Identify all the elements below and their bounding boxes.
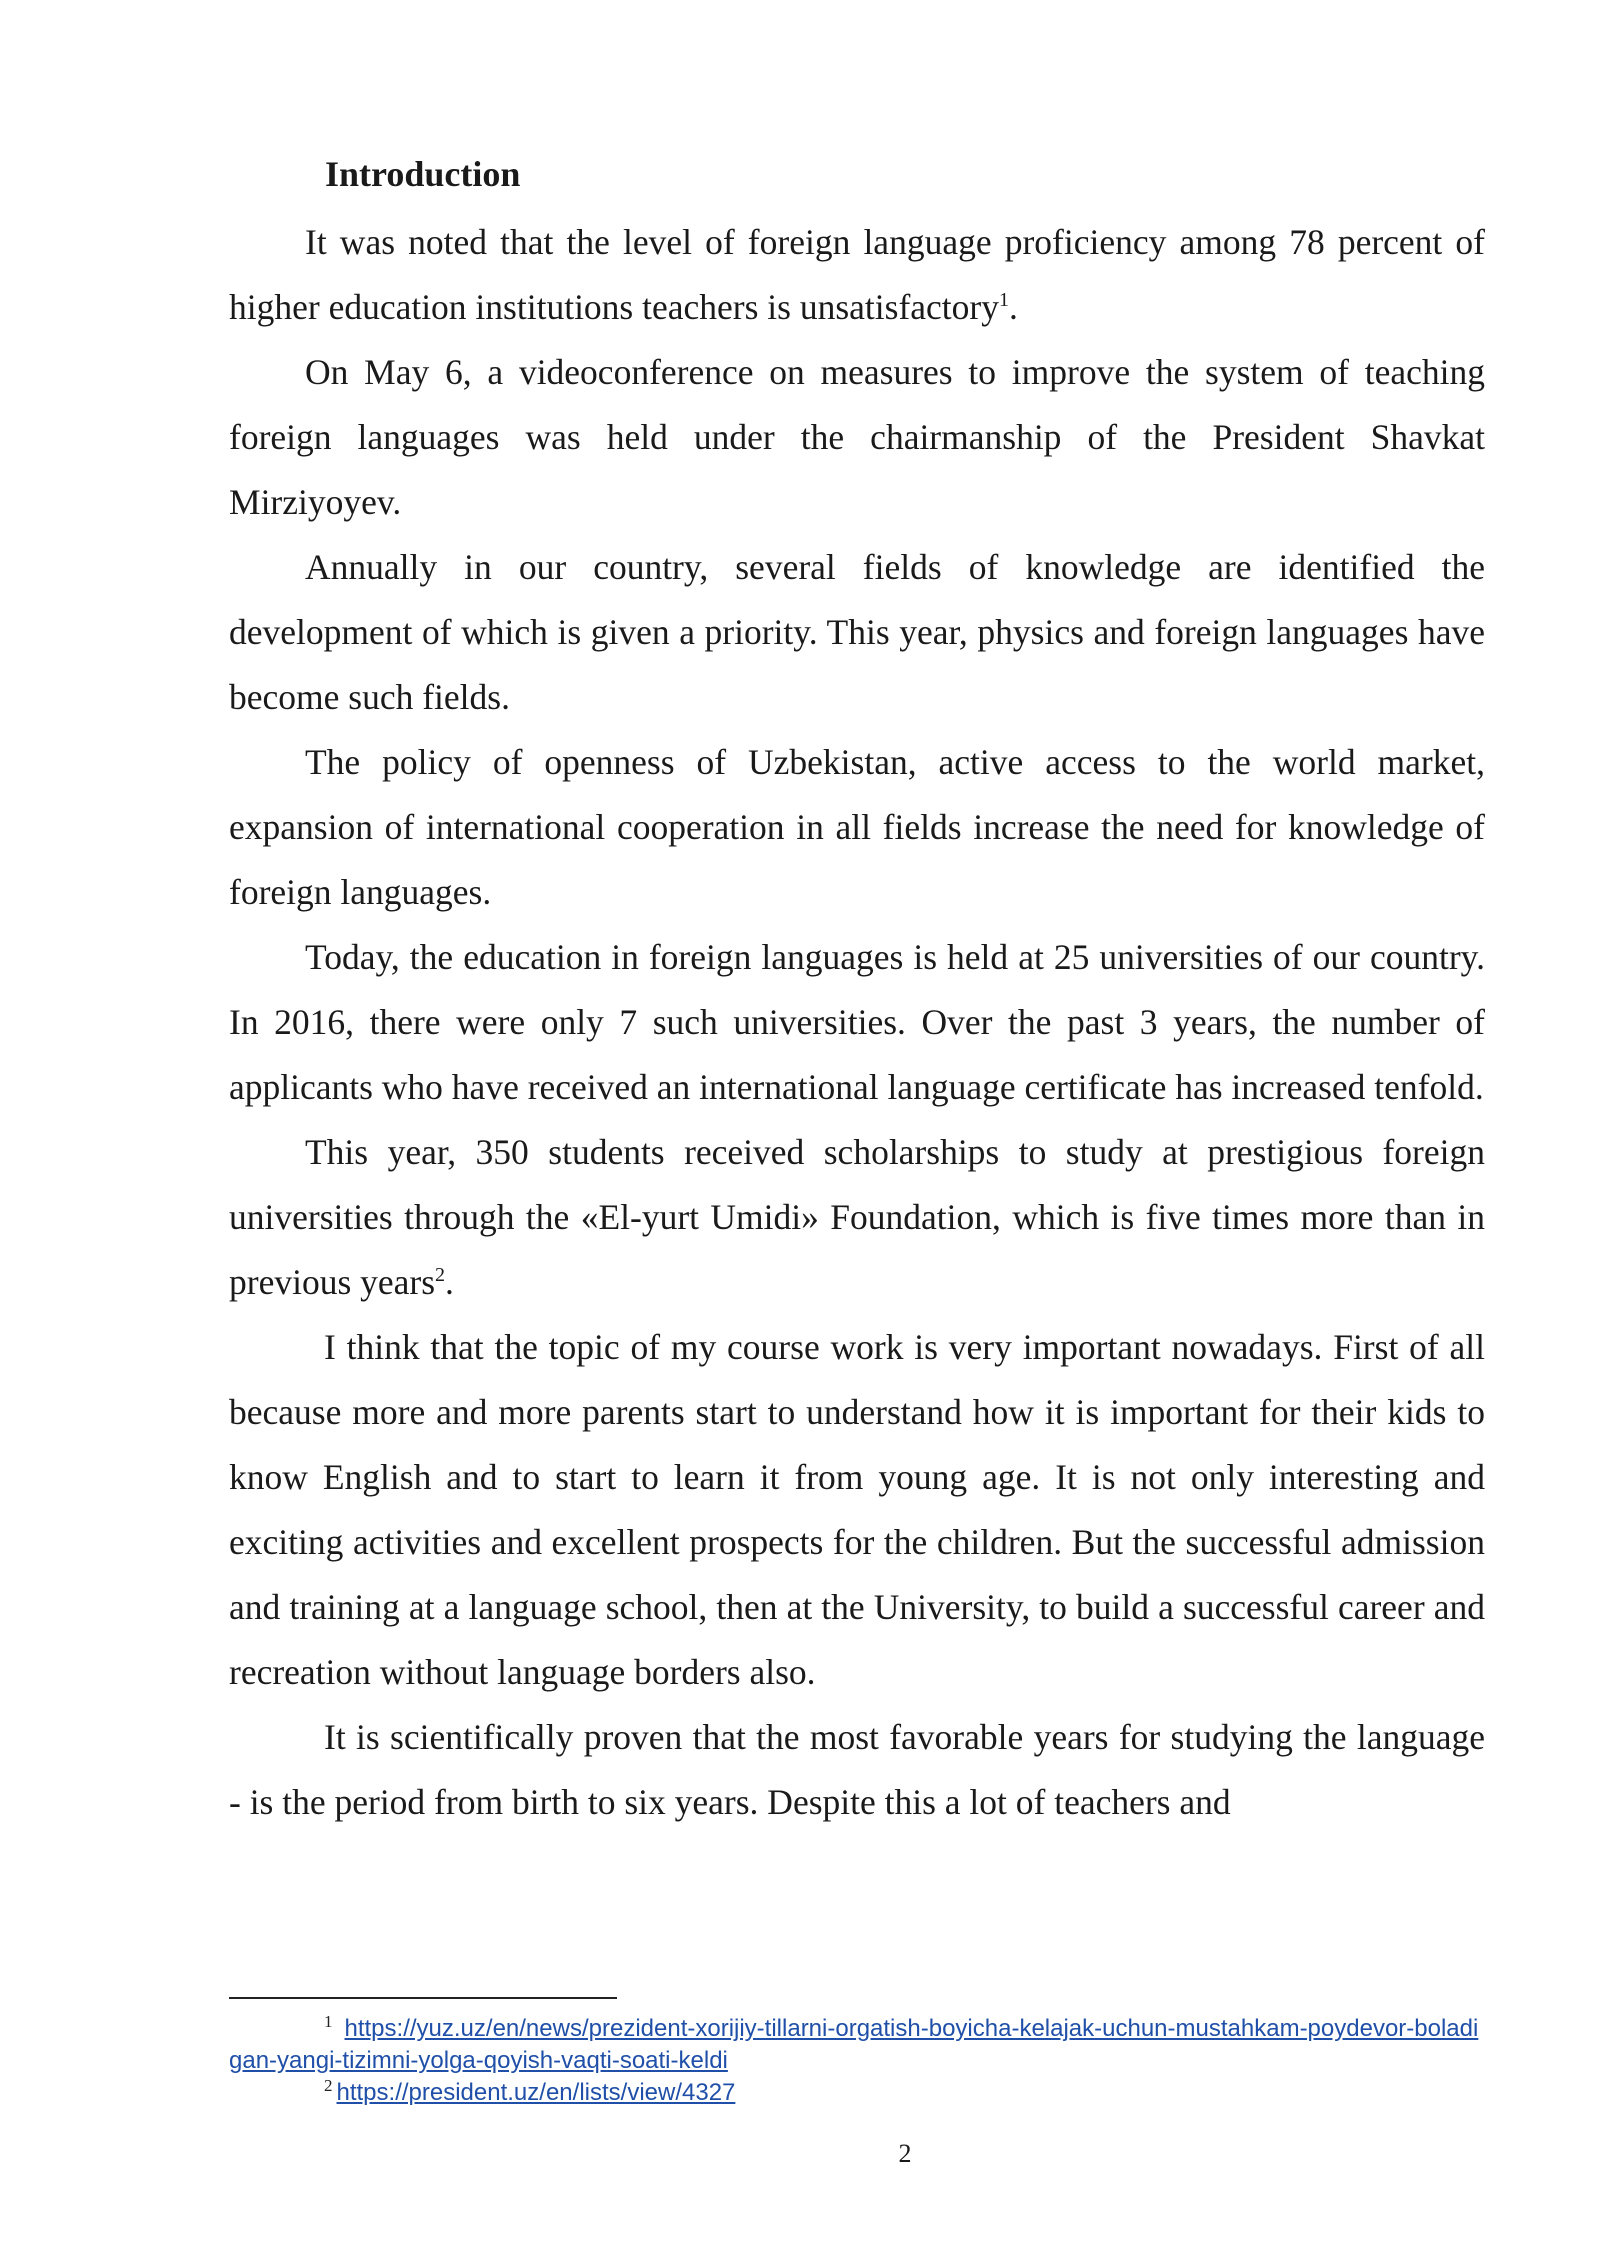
paragraph-5: Today, the education in foreign languages is held at 25 universities of our country. In 2016, there were only 7 such universities. Over the past 3 years, the number of applicants who have received an international language certificate has increased tenfold. xyxy=(229,937,1485,1107)
section-heading: Introduction xyxy=(325,154,521,194)
footnote-ref-2[interactable]: 2 xyxy=(435,1264,446,1287)
footnote-1 xyxy=(229,2013,1485,2077)
paragraph-1 xyxy=(229,210,1485,340)
paragraph-7: I think that the topic of my course work is very important nowadays. First of all because more and more parents start to understand how it is important for their kids to know English and to start to learn it from young age. It is not only interesting and exciting activities and excellent prospects for the children. But the successful admission and training at a language school, then at the University, to build a successful career and recreation without language borders also. xyxy=(229,1327,1485,1692)
paragraph-2: On May 6, a videoconference on measures to improve the system of teaching foreign languages was held under the chairmanship of the President Shavkat Mirziyoyev. xyxy=(229,352,1485,522)
body-text xyxy=(229,210,1485,1835)
paragraph-8: It is scientifically proven that the most favorable years for studying the language - is the period from birth to six years. Despite this a lot of teachers and xyxy=(229,1717,1485,1822)
footnote-number: 2 xyxy=(324,2076,333,2095)
paragraph-text: This year, 350 students received scholarships to study at prestigious foreign universities through the «El-yurt Umidi» Foundation, which is five times more than in previous years xyxy=(229,1132,1485,1302)
footnote-divider xyxy=(229,1997,617,1999)
paragraph-4: The policy of openness of Uzbekistan, active access to the world market, expansion of international cooperation in all fields increase the need for knowledge of foreign languages. xyxy=(229,742,1485,912)
paragraph-6 xyxy=(229,1120,1485,1315)
footnote-2 xyxy=(229,2077,1485,2109)
paragraph-tail: . xyxy=(1008,287,1018,327)
footnote-ref-1[interactable]: 1 xyxy=(998,289,1009,312)
paragraph-3: Annually in our country, several fields of knowledge are identified the development of which is given a priority. This year, physics and foreign languages have become such fields. xyxy=(229,547,1485,717)
paragraph-tail: . xyxy=(445,1262,454,1302)
footnotes xyxy=(229,2013,1485,2109)
footnote-number: 1 xyxy=(324,2012,333,2031)
footnote-link-1[interactable]: https://yuz.uz/en/news/prezident-xorijiy-tillarni-orgatish-boyicha-kelajak-uchun-mustahkam-poydevor-boladigan-yangi-tizimni-yolga-qoyish-vaqti-soati-keldi xyxy=(229,2015,1479,2074)
page-number: 2 xyxy=(898,2139,912,2168)
footnote-link-2[interactable]: https://president.uz/en/lists/view/4327 xyxy=(336,2079,736,2106)
paragraph-text: It was noted that the level of foreign language proficiency among 78 percent of higher education institutions teachers is unsatisfactory xyxy=(229,222,1485,327)
